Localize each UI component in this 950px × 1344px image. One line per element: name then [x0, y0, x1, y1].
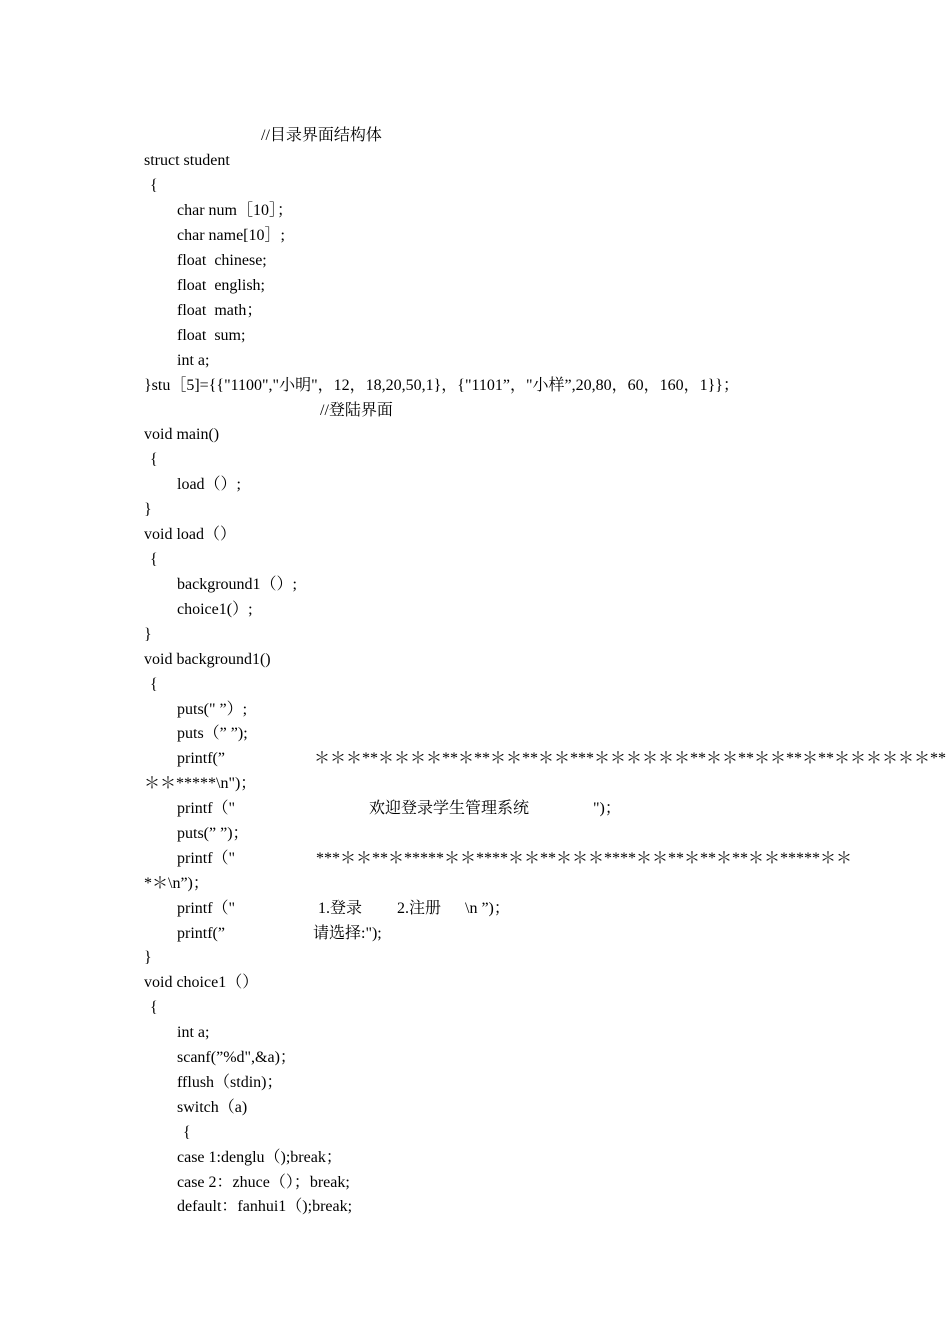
code-line: } — [144, 501, 152, 518]
code-line: void load（） — [144, 526, 236, 543]
code-line: case 2：zhuce（）；break; — [177, 1174, 350, 1191]
code-line: printf(” — [177, 925, 225, 942]
code-comment-menu: //目录界面结构体 — [261, 127, 382, 144]
code-line: void background1() — [144, 651, 271, 668]
code-line: choice1(）; — [177, 601, 253, 618]
code-line: { — [150, 551, 158, 568]
code-line: background1（）; — [177, 576, 297, 593]
code-line: ＊＊*****\n")； — [144, 775, 257, 792]
code-asterisks: ＊＊＊**＊＊＊＊**＊**＊＊**＊＊***＊＊＊＊＊＊**＊＊**＊＊**＊**＊＊＊＊＊＊** — [314, 750, 947, 767]
code-line: printf（" — [177, 900, 236, 917]
code-line: *＊\n”)； — [144, 875, 209, 892]
code-line: float english; — [177, 277, 265, 294]
code-line: printf（" — [177, 850, 236, 867]
code-line: scanf(”%d",&a)； — [177, 1049, 296, 1066]
code-line: struct student — [144, 152, 230, 169]
code-line: \n ”)； — [465, 900, 510, 917]
code-line: void choice1（） — [144, 974, 259, 991]
code-line: case 1:denglu（);break； — [177, 1149, 342, 1166]
code-line: switch（a) — [177, 1099, 248, 1116]
code-line: default：fanhui1（);break; — [177, 1198, 353, 1215]
code-line: puts(” ”)； — [177, 825, 249, 842]
code-line: fflush（stdin)； — [177, 1074, 283, 1091]
code-comment-login: //登陆界面 — [320, 402, 393, 419]
code-line: printf(” — [177, 750, 225, 767]
code-line: float math； — [177, 302, 263, 319]
code-line: puts(" ”）; — [177, 701, 248, 718]
code-line: }stu［5]={{"1100","小明"，12，18,20,50,1}，{"1101”，"小样”,20,80，60，160，1}}； — [144, 377, 739, 394]
code-line: { — [183, 1124, 191, 1141]
code-line: load（）; — [177, 476, 241, 493]
code-line: ")； — [593, 800, 621, 817]
code-line: puts（” ”); — [177, 725, 248, 742]
code-line: } — [144, 626, 152, 643]
code-line: { — [150, 177, 158, 194]
code-line: } — [144, 949, 152, 966]
code-line: void main() — [144, 426, 220, 443]
code-option-register: 2.注册 — [397, 900, 442, 917]
code-line: int a; — [177, 1024, 210, 1041]
code-asterisks: ***＊＊**＊*****＊＊****＊＊**＊＊＊****＊＊**＊**＊**＊＊*****＊＊ — [316, 850, 853, 867]
code-line: printf（" — [177, 800, 236, 817]
code-line: float chinese; — [177, 252, 267, 269]
code-option-login: 1.登录 — [318, 900, 363, 917]
code-line: { — [150, 451, 158, 468]
code-prompt-text: 请选择:"); — [313, 925, 382, 942]
code-line: { — [150, 999, 158, 1016]
code-line: int a; — [177, 352, 210, 369]
code-line: { — [150, 676, 158, 693]
code-line: float sum; — [177, 327, 246, 344]
code-line: char name[10］; — [177, 227, 285, 244]
code-line: char num［10］； — [177, 202, 293, 219]
code-welcome-text: 欢迎登录学生管理系统 — [369, 800, 530, 817]
